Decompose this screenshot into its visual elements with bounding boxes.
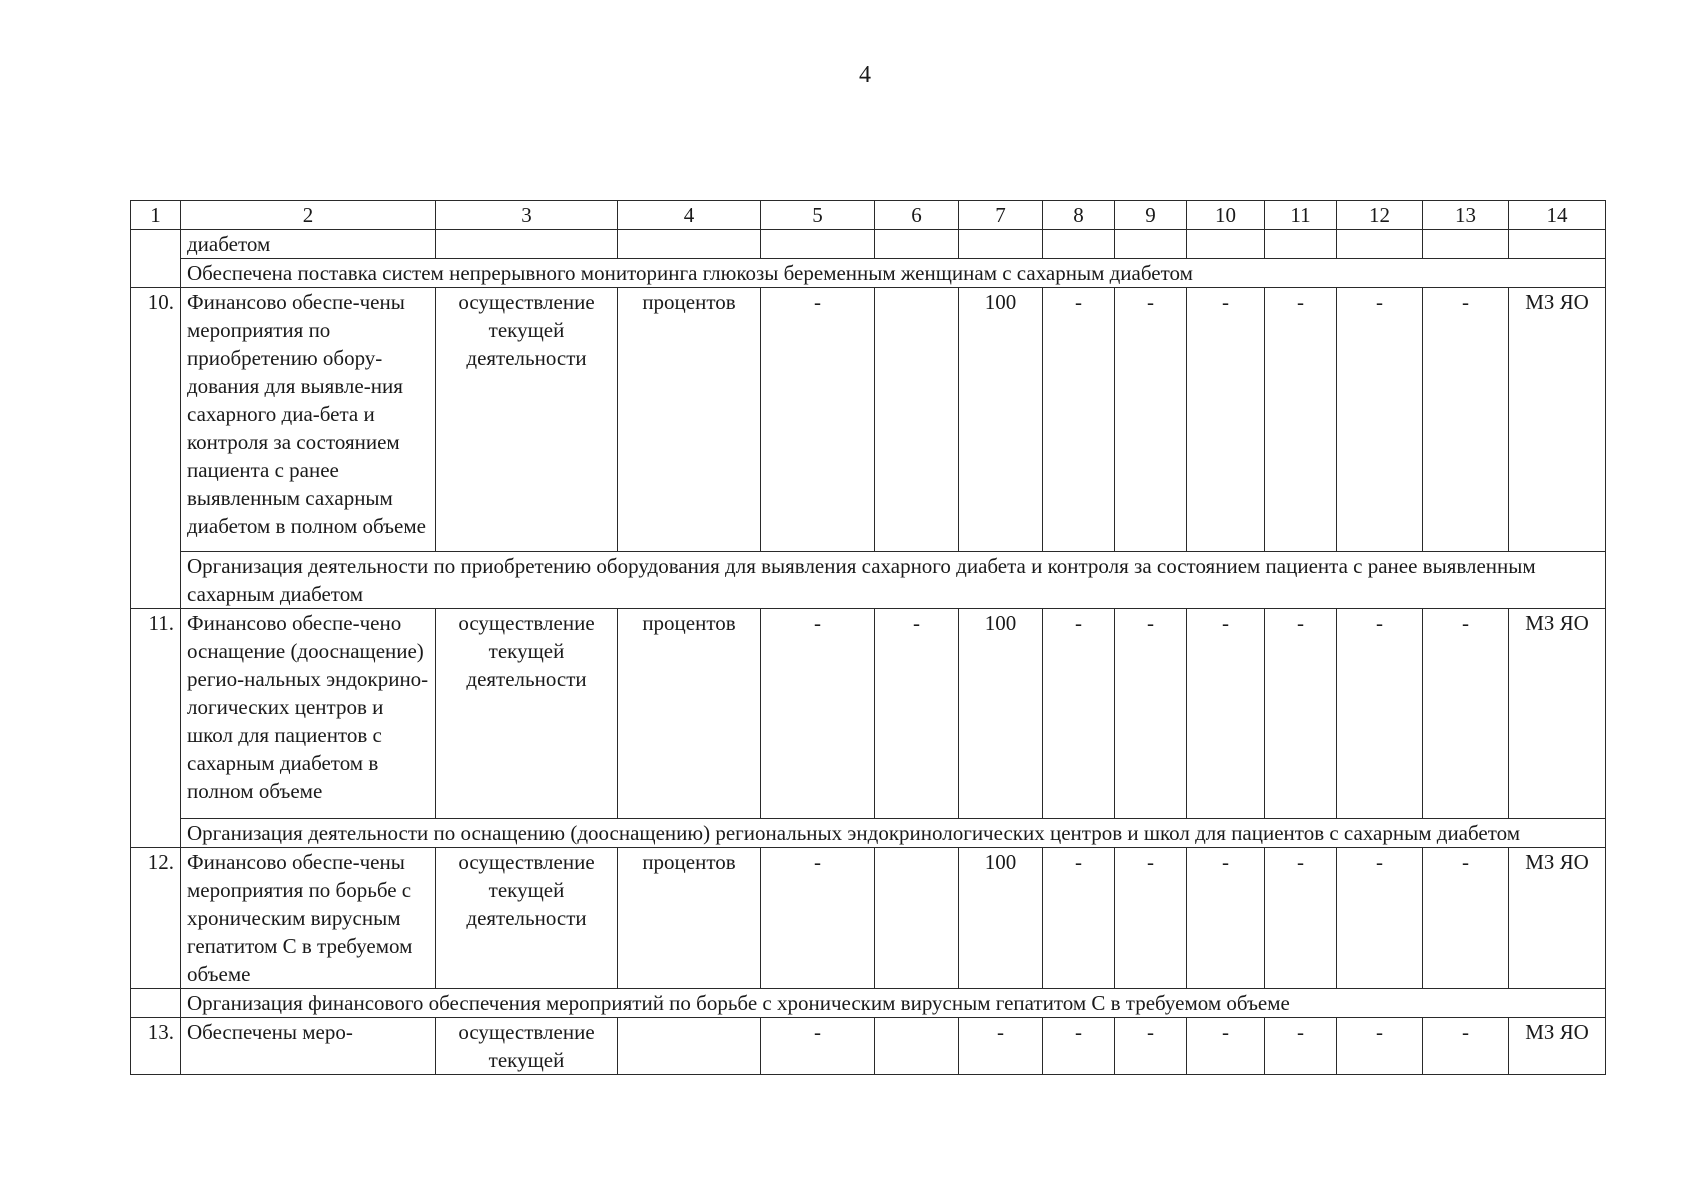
unit: процентов [618,609,761,819]
result-row [131,552,1606,609]
value-cell: - [1187,1018,1265,1075]
indicator-type: осуществление текущей деятельности [436,288,618,552]
col-header: 4 [618,201,761,230]
row-number: 11. [131,609,181,848]
value-cell: - [1423,848,1509,989]
col-header: 13 [1423,201,1509,230]
indicator-name: Финансово обеспе-чены мероприятия по борьбе с хроническим вирусным гепатитом С в требуемом объеме [181,848,436,989]
table-row [131,848,1606,989]
col-header: 6 [875,201,959,230]
value-cell: - [959,1018,1043,1075]
value-cell: - [1187,609,1265,819]
indicator-type: осуществление текущей деятельности [436,848,618,989]
value-cell: - [1043,609,1115,819]
value-cell: - [1115,848,1187,989]
value-cell [875,1018,959,1075]
value-cell: - [1265,1018,1337,1075]
value-cell: - [1187,288,1265,552]
col-header: 3 [436,201,618,230]
result-row [131,259,1606,288]
value-cell: - [761,288,875,552]
value-cell: - [1115,609,1187,819]
col-header: 9 [1115,201,1187,230]
col-header: 10 [1187,201,1265,230]
unit: процентов [618,848,761,989]
value-cell: - [1423,288,1509,552]
table-row [131,230,1606,259]
value-cell: - [761,609,875,819]
result-row [131,989,1606,1018]
value-cell: - [875,609,959,819]
result-text: Организация деятельности по приобретению оборудования для выявления сахарного диабета и контроля за состоянием пациента с ранее выявленным сахарным диабетом [181,552,1606,609]
result-text: Организация финансового обеспечения мероприятий по борьбе с хроническим вирусным гепатитом С в требуемом объеме [181,989,1606,1018]
indicator-type: осуществление текущей деятельности [436,609,618,819]
value-cell: - [1337,288,1423,552]
value-cell: - [1115,288,1187,552]
responsible: МЗ ЯО [1509,848,1606,989]
col-header: 1 [131,201,181,230]
value-cell: - [761,1018,875,1075]
value-cell: 100 [959,609,1043,819]
value-cell: - [1423,1018,1509,1075]
col-header: 5 [761,201,875,230]
table-row [131,1018,1606,1075]
row-number-cell [131,989,181,1018]
value-cell: - [1187,848,1265,989]
responsible: МЗ ЯО [1509,609,1606,819]
result-text: Обеспечена поставка систем непрерывного мониторинга глюкозы беременным женщинам с сахарным диабетом [181,259,1606,288]
indicators-table [130,200,1606,1075]
indicator-type: осуществление текущей [436,1018,618,1075]
col-header: 7 [959,201,1043,230]
table-row [131,609,1606,819]
row-number-cell [131,230,181,288]
continued-text: диабетом [181,230,436,259]
value-cell: - [1043,288,1115,552]
value-cell: - [1265,848,1337,989]
row-number: 12. [131,848,181,989]
value-cell: - [1265,288,1337,552]
indicator-name: Обеспечены меро- [181,1018,436,1075]
value-cell [875,288,959,552]
col-header: 8 [1043,201,1115,230]
col-header: 11 [1265,201,1337,230]
value-cell [875,848,959,989]
value-cell: - [1115,1018,1187,1075]
value-cell: - [1337,848,1423,989]
value-cell: - [1043,848,1115,989]
responsible: МЗ ЯО [1509,1018,1606,1075]
unit: процентов [618,288,761,552]
value-cell: 100 [959,848,1043,989]
col-header: 12 [1337,201,1423,230]
responsible: МЗ ЯО [1509,288,1606,552]
value-cell: - [1337,609,1423,819]
value-cell: - [1423,609,1509,819]
value-cell: - [1337,1018,1423,1075]
value-cell: - [1265,609,1337,819]
result-row [131,819,1606,848]
indicator-name: Финансово обеспе-чены мероприятия по приобретению обору-дования для выявле-ния сахарного диа-бета и контроля за состоянием пациента с ранее выявленным сахарным диабетом в полном объеме [181,288,436,552]
col-header: 2 [181,201,436,230]
col-header: 14 [1509,201,1606,230]
value-cell: - [1043,1018,1115,1075]
indicator-name: Финансово обеспе-чено оснащение (дооснащение) регио-нальных эндокрино-логических центров и школ для пациентов с сахарным диабетом в полном объеме [181,609,436,819]
value-cell: - [761,848,875,989]
table-row [131,288,1606,552]
row-number: 10. [131,288,181,609]
page-number: 4 [859,62,871,88]
result-text: Организация деятельности по оснащению (дооснащению) региональных эндокринологических центров и школ для пациентов с сахарным диабетом [181,819,1606,848]
value-cell: 100 [959,288,1043,552]
header-row [131,201,1606,230]
unit [618,1018,761,1075]
row-number: 13. [131,1018,181,1075]
